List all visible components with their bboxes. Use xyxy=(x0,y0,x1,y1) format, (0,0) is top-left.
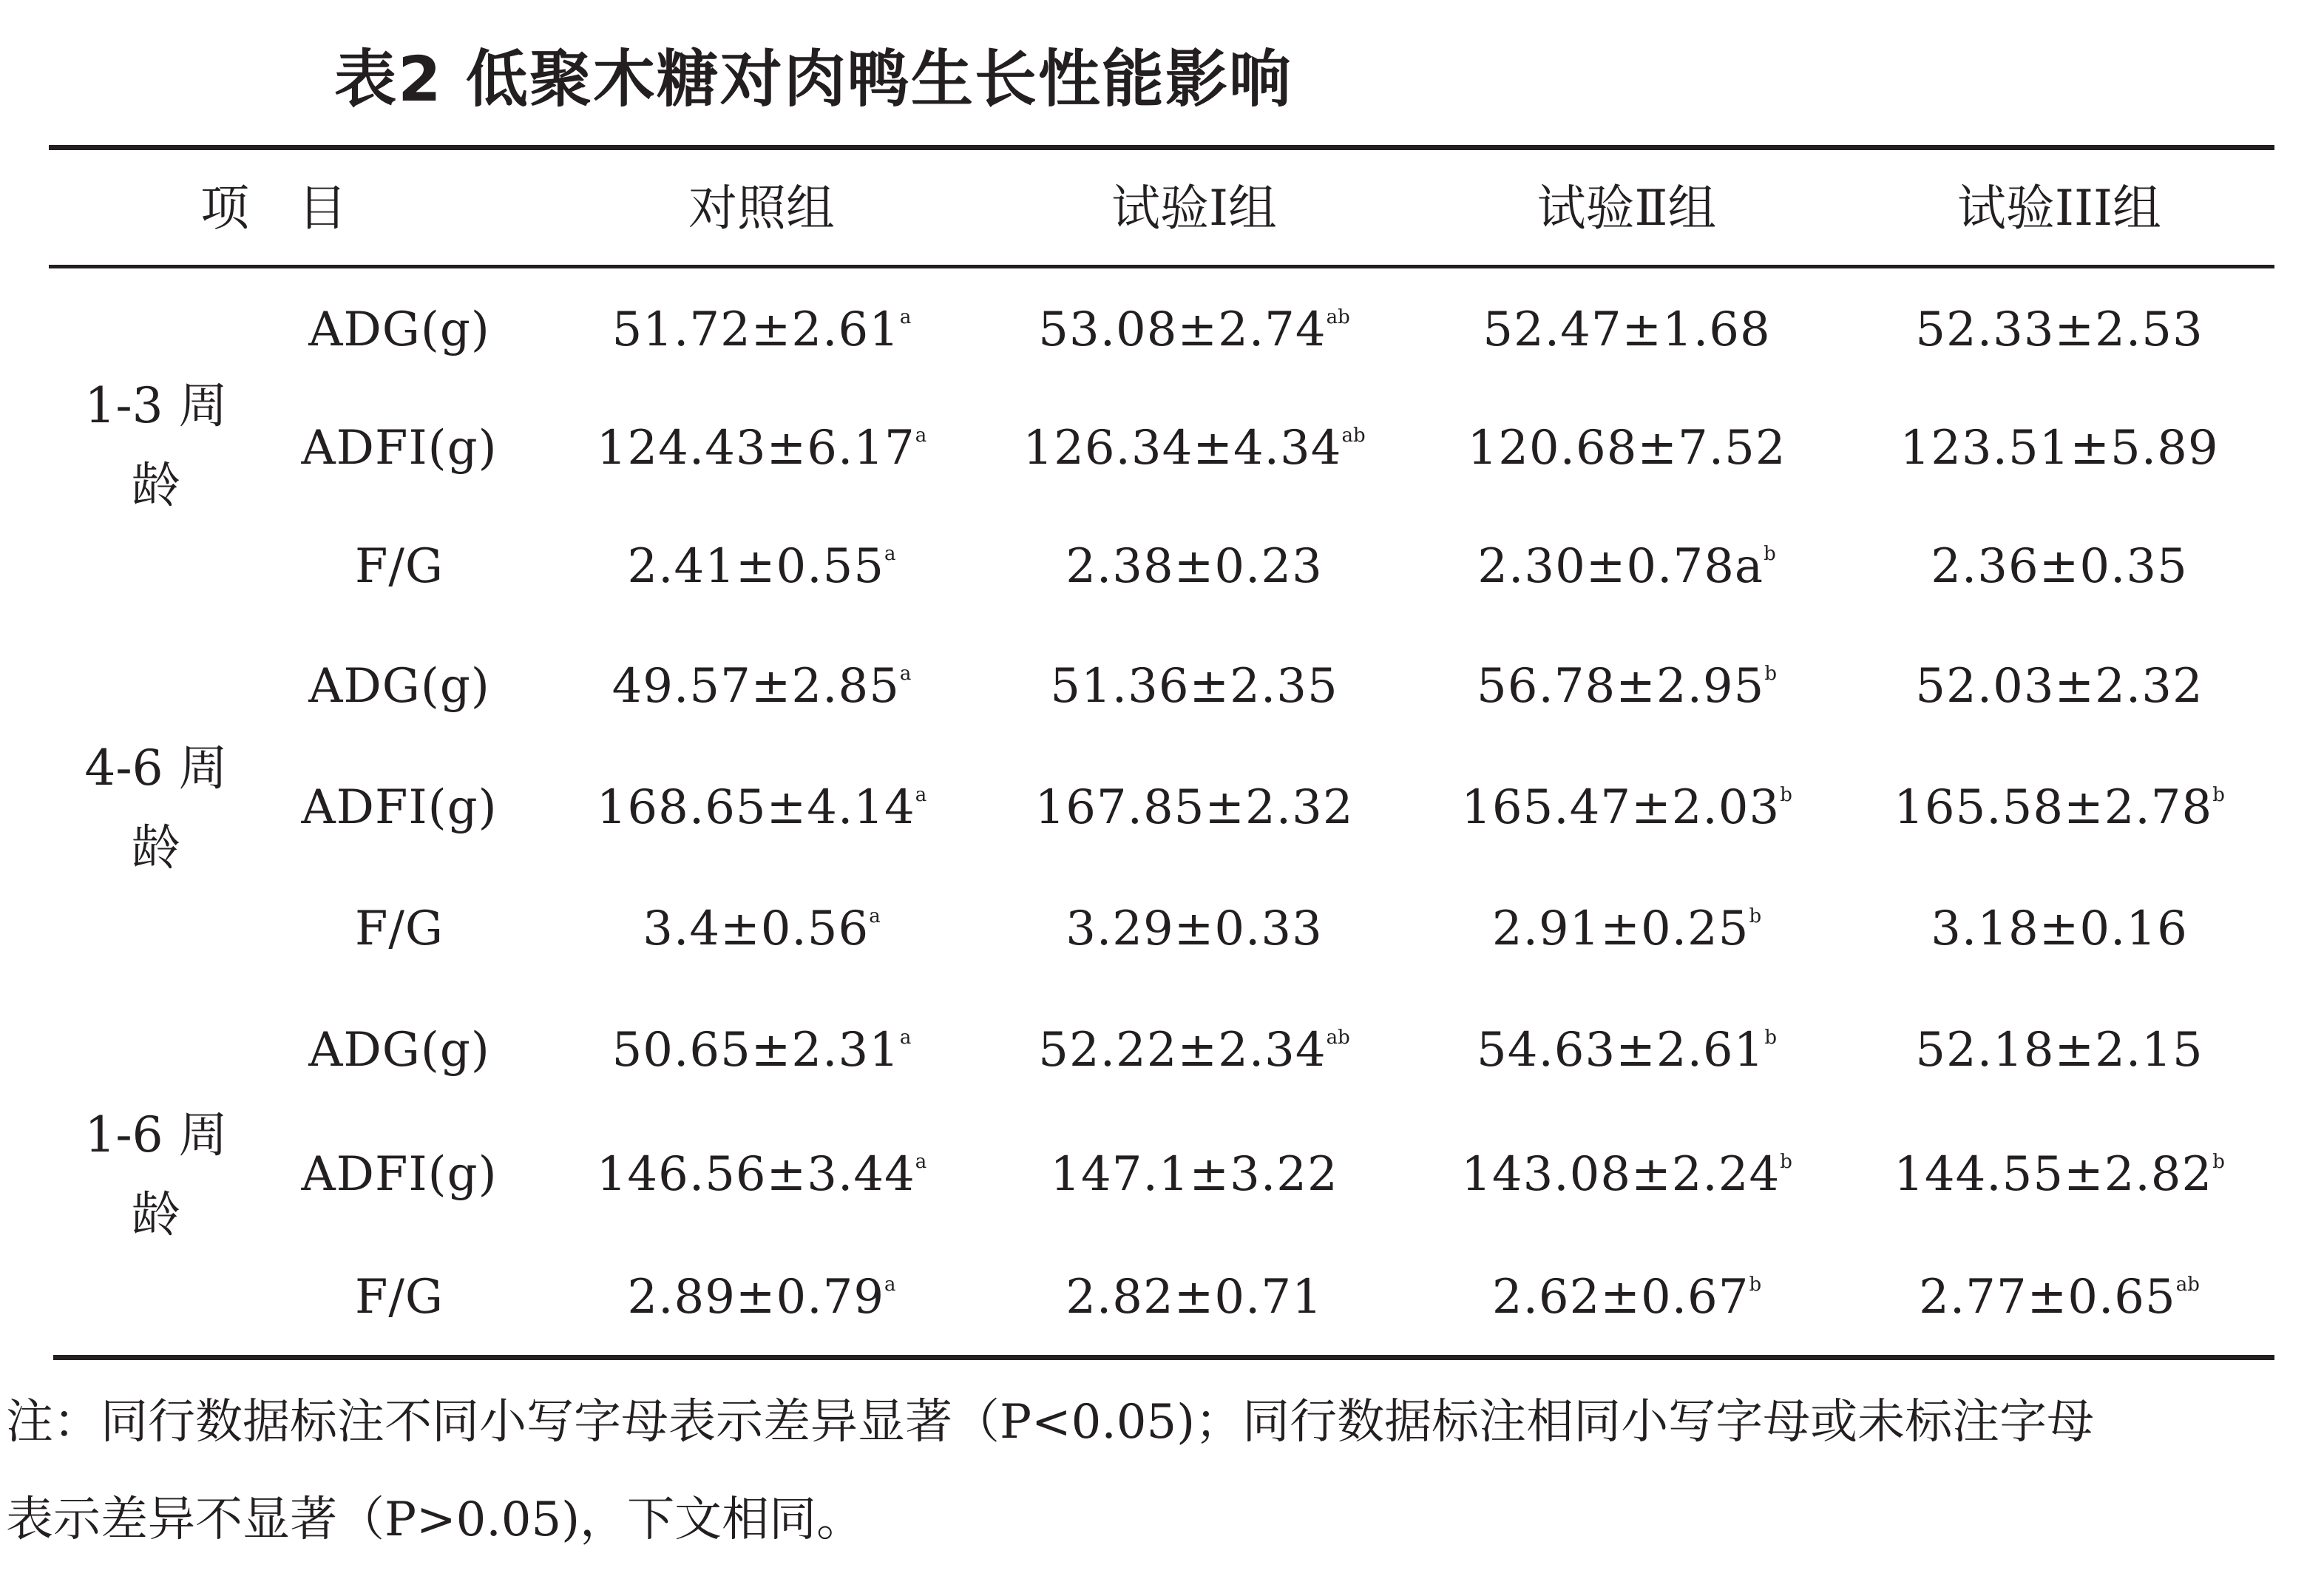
cell-sup: b xyxy=(1780,1151,1792,1173)
period-label-line1: 4-6 周 xyxy=(84,740,228,797)
table-cell xyxy=(1409,285,1845,374)
header-control: 对照组 xyxy=(688,180,835,237)
table-cell xyxy=(976,885,1412,973)
period-label xyxy=(64,366,248,526)
table-cell xyxy=(540,522,983,611)
period-label xyxy=(64,1095,248,1255)
cell-value: 2.41±0.55 xyxy=(627,539,885,594)
metric-label: ADFI(g) xyxy=(301,1147,498,1202)
cell-value: 3.18±0.16 xyxy=(1931,902,2188,956)
cell-sup: a xyxy=(884,1274,896,1296)
cell-value: 2.91±0.25 xyxy=(1491,902,1749,956)
table-cell xyxy=(540,642,983,731)
table-cell xyxy=(1409,404,1845,493)
cell-value: 51.36±2.35 xyxy=(1050,659,1338,714)
cell-sup: a xyxy=(915,1151,927,1173)
cell-sup: ab xyxy=(1326,1027,1350,1049)
bottom-rule xyxy=(49,1355,2274,1360)
cell-value: 147.1±3.22 xyxy=(1050,1147,1338,1202)
cell-value: 165.58±2.78 xyxy=(1894,780,2213,835)
period-label-line1: 1-6 周 xyxy=(84,1106,228,1163)
cell-value: 2.62±0.67 xyxy=(1491,1270,1749,1325)
cell-sup: b xyxy=(1764,663,1777,685)
header-trial-2: 试验Ⅱ组 xyxy=(1537,180,1717,237)
table-cell xyxy=(540,763,983,852)
metric-label: F/G xyxy=(354,902,444,956)
cell-sup: b xyxy=(1780,784,1792,806)
table-cell xyxy=(540,885,983,973)
cell-value: 3.29±0.33 xyxy=(1066,902,1323,956)
cell-sup: a xyxy=(899,663,912,685)
table-cell xyxy=(1409,642,1845,731)
table-cell xyxy=(1841,885,2277,973)
cell-value: 146.56±3.44 xyxy=(596,1147,915,1202)
cell-sup: ab xyxy=(1326,306,1350,328)
cell-sup: a xyxy=(899,306,912,328)
cell-sup: b xyxy=(1749,905,1762,927)
table-note-line1: 注：同行数据标注不同小写字母表示差异显著（P<0.05)；同行数据标注相同小写字母或未标注字母 xyxy=(6,1395,2095,1450)
cell-sup: b xyxy=(1764,1027,1777,1049)
cell-value: 123.51±5.89 xyxy=(1900,421,2219,476)
cell-value: 124.43±6.17 xyxy=(596,421,915,476)
cell-value: 167.85±2.32 xyxy=(1034,780,1354,835)
cell-value: 52.18±2.15 xyxy=(1915,1023,2203,1078)
table-cell xyxy=(540,1253,983,1342)
table-cell xyxy=(1841,1130,2277,1219)
period-label-line2: 龄 xyxy=(132,1186,180,1243)
cell-value: 52.33±2.53 xyxy=(1915,302,2203,357)
table-cell xyxy=(976,642,1412,731)
table-cell xyxy=(976,522,1412,611)
period-label-line2: 龄 xyxy=(132,457,180,514)
cell-value: 2.38±0.23 xyxy=(1066,539,1323,594)
period-label xyxy=(64,728,248,888)
header-trial-3: 试验III组 xyxy=(1957,180,2162,237)
cell-value: 3.4±0.56 xyxy=(643,902,870,956)
cell-value: 144.55±2.82 xyxy=(1894,1147,2213,1202)
table-cell xyxy=(1841,404,2277,493)
cell-sup: b xyxy=(2212,784,2225,806)
cell-sup: a xyxy=(915,784,927,806)
cell-value: 50.65±2.31 xyxy=(612,1023,900,1078)
table-cell xyxy=(1841,1006,2277,1095)
cell-value: 2.89±0.79 xyxy=(627,1270,885,1325)
cell-value: 53.08±2.74 xyxy=(1038,302,1327,357)
metric-label: F/G xyxy=(354,1270,444,1325)
period-label-line2: 龄 xyxy=(132,819,180,876)
table-cell xyxy=(1409,885,1845,973)
table-cell xyxy=(540,1006,983,1095)
table-cell xyxy=(976,285,1412,374)
metric-label: ADFI(g) xyxy=(301,780,498,835)
table-cell xyxy=(540,1130,983,1219)
cell-sup: b xyxy=(1764,543,1776,565)
table-cell xyxy=(540,285,983,374)
cell-sup: ab xyxy=(2175,1274,2200,1296)
cell-sup: b xyxy=(2212,1151,2225,1173)
table-cell xyxy=(1409,1006,1845,1095)
cell-value: 52.47±1.68 xyxy=(1483,302,1771,357)
header-rule xyxy=(49,265,2274,268)
cell-sup: a xyxy=(869,905,881,927)
header-trial-1: 试验Ⅰ组 xyxy=(1111,180,1278,237)
table-title: 表2 低聚木糖对肉鸭生长性能影响 xyxy=(334,43,1293,115)
metric-label: F/G xyxy=(354,539,444,594)
cell-value: 165.47±2.03 xyxy=(1461,780,1781,835)
table-cell xyxy=(976,1006,1412,1095)
cell-value: 54.63±2.61 xyxy=(1477,1023,1765,1078)
cell-sup: a xyxy=(884,543,896,565)
cell-sup: a xyxy=(915,425,927,447)
top-rule xyxy=(49,145,2274,150)
table-cell xyxy=(1409,522,1845,611)
cell-sup: a xyxy=(899,1027,912,1049)
table-cell xyxy=(976,1253,1412,1342)
cell-value: 2.30±0.78a xyxy=(1477,539,1764,594)
metric-label: ADG(g) xyxy=(308,1023,490,1078)
table-cell xyxy=(540,404,983,493)
cell-value: 126.34±4.34 xyxy=(1023,421,1342,476)
cell-sup: b xyxy=(1749,1274,1762,1296)
table-cell xyxy=(1409,1253,1845,1342)
cell-value: 120.68±7.52 xyxy=(1467,421,1786,476)
table-cell xyxy=(1409,1130,1845,1219)
cell-value: 143.08±2.24 xyxy=(1461,1147,1781,1202)
metric-label: ADFI(g) xyxy=(301,421,498,476)
period-label-line1: 1-3 周 xyxy=(84,377,228,434)
cell-value: 52.22±2.34 xyxy=(1038,1023,1327,1078)
cell-value: 49.57±2.85 xyxy=(612,659,900,714)
table-cell xyxy=(976,1130,1412,1219)
header-item: 项 目 xyxy=(200,180,347,237)
table-cell xyxy=(976,404,1412,493)
table-cell xyxy=(1841,1253,2277,1342)
table-note-line2: 表示差异不显著（P>0.05)，下文相同。 xyxy=(6,1492,864,1547)
cell-value: 2.77±0.65 xyxy=(1919,1270,2176,1325)
table-cell xyxy=(1841,642,2277,731)
table-cell xyxy=(1409,763,1845,852)
table-cell xyxy=(1841,763,2277,852)
table-cell xyxy=(1841,522,2277,611)
cell-value: 52.03±2.32 xyxy=(1915,659,2203,714)
cell-value: 168.65±4.14 xyxy=(596,780,915,835)
cell-value: 51.72±2.61 xyxy=(612,302,900,357)
cell-value: 2.82±0.71 xyxy=(1066,1270,1323,1325)
metric-label: ADG(g) xyxy=(308,302,490,357)
cell-value: 2.36±0.35 xyxy=(1931,539,2188,594)
table-cell xyxy=(1841,285,2277,374)
cell-sup: ab xyxy=(1341,425,1366,447)
table-cell xyxy=(976,763,1412,852)
metric-label: ADG(g) xyxy=(308,659,490,714)
cell-value: 56.78±2.95 xyxy=(1477,659,1765,714)
